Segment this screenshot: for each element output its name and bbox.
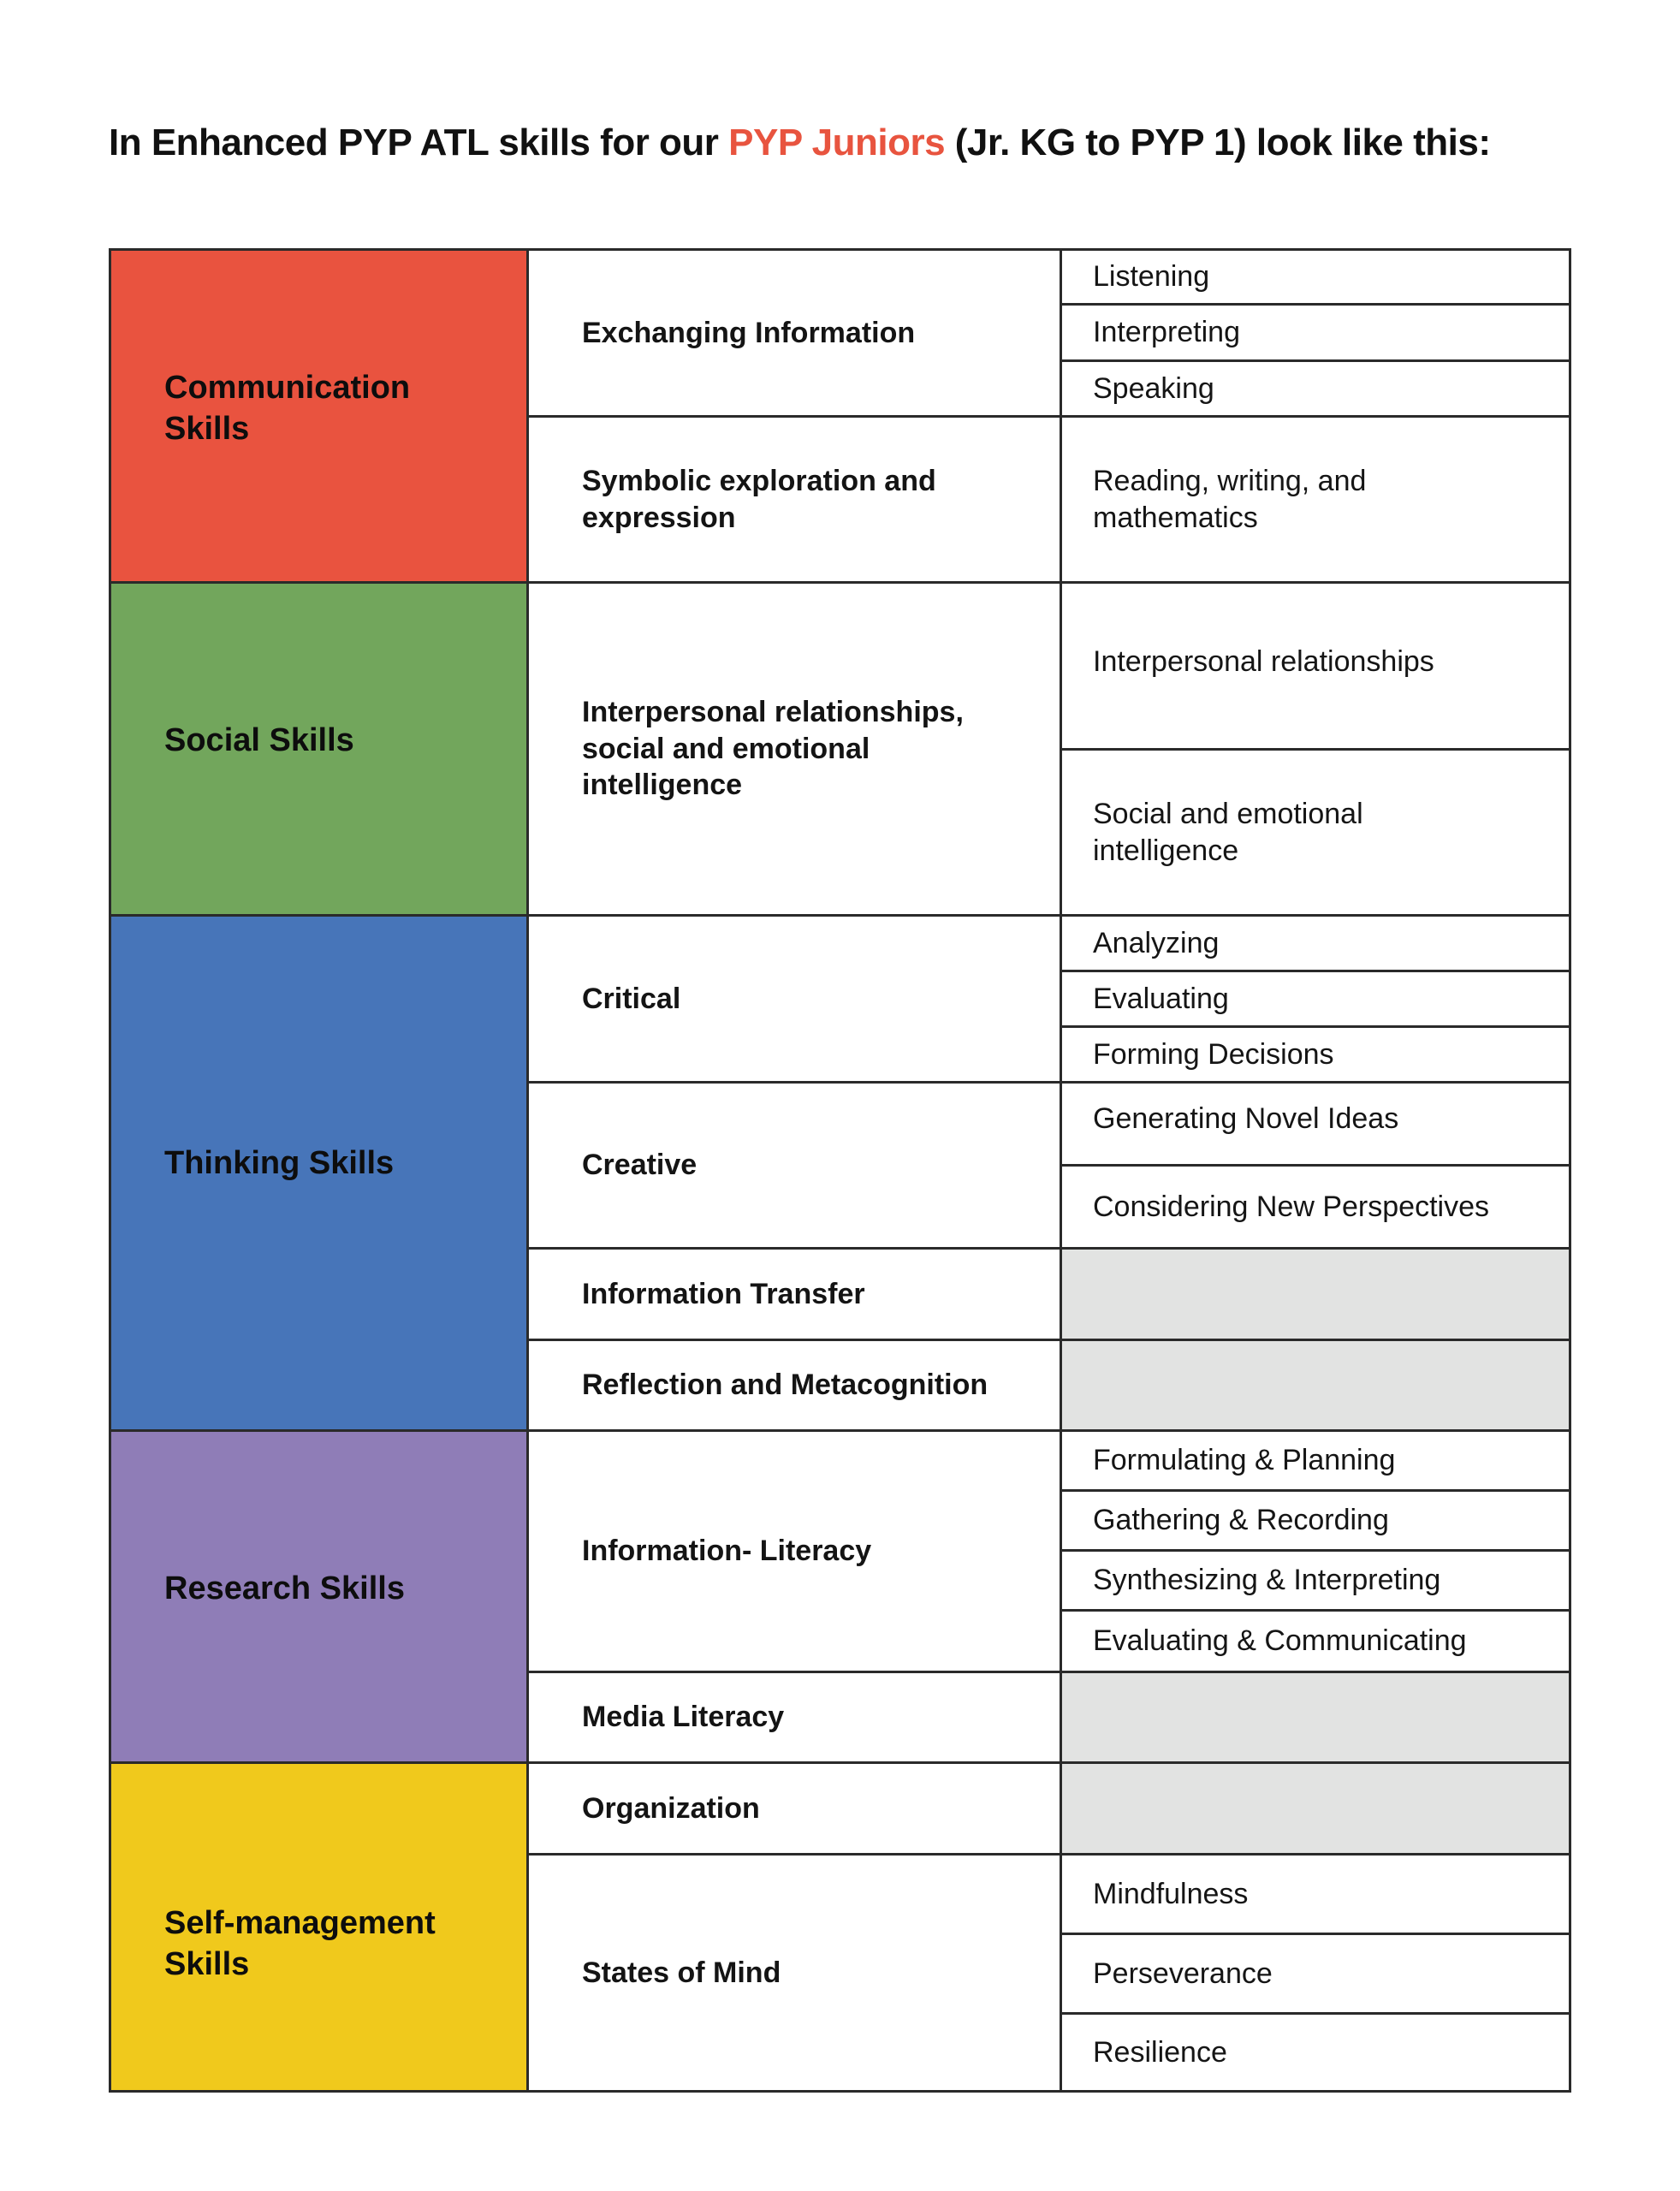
subskill-label: Interpersonal relationships, social and emotional intelligence	[582, 696, 964, 802]
detail-empty-organization	[1062, 1764, 1569, 1856]
category-label: Communication Skills	[164, 370, 411, 447]
detail-perseverance	[1062, 1935, 1569, 2015]
detail-generating-novel-ideas	[1062, 1084, 1569, 1167]
detail-label: Generating Novel Ideas	[1093, 1102, 1399, 1135]
detail-label: Perseverance	[1093, 1956, 1273, 1990]
category-research	[111, 1432, 529, 1764]
subskill-states-of-mind	[529, 1856, 1062, 2090]
detail-empty-media-literacy	[1062, 1673, 1569, 1764]
detail-interpreting	[1062, 306, 1569, 362]
page-title	[109, 122, 1491, 164]
detail-label: Forming Decisions	[1093, 1037, 1334, 1071]
category-communication	[111, 251, 529, 584]
detail-label: Interpreting	[1093, 316, 1240, 349]
detail-label: Formulating & Planning	[1093, 1444, 1396, 1477]
detail-synthesizing-interpreting	[1062, 1552, 1569, 1612]
detail-forming-decisions	[1062, 1028, 1569, 1084]
detail-label: Speaking	[1093, 371, 1214, 405]
category-label: Thinking Skills	[164, 1145, 395, 1181]
subskill-label: Information Transfer	[582, 1277, 865, 1310]
subskill-organization	[529, 1764, 1062, 1856]
detail-formulating-planning	[1062, 1432, 1569, 1492]
title-highlight: PYP Juniors	[728, 122, 946, 163]
detail-label: Gathering & Recording	[1093, 1504, 1389, 1537]
detail-resilience	[1062, 2015, 1569, 2090]
category-label: Research Skills	[164, 1571, 405, 1606]
detail-evaluating-communicating	[1062, 1612, 1569, 1673]
subskill-label: Organization	[582, 1791, 760, 1825]
category-label: Social Skills	[164, 722, 354, 758]
detail-label: Mindfulness	[1093, 1877, 1249, 1910]
detail-interpersonal-relationships	[1062, 584, 1569, 751]
category-social	[111, 584, 529, 917]
subskill-exchanging-information	[529, 251, 1062, 418]
subskill-media-literacy	[529, 1673, 1062, 1764]
category-label: Self-management Skills	[164, 1905, 436, 1982]
subskill-label: Exchanging Information	[582, 316, 916, 349]
category-self-management	[111, 1764, 529, 2090]
detail-label: Reading, writing, and mathematics	[1093, 465, 1367, 534]
subskill-label: Media Literacy	[582, 1701, 785, 1734]
detail-label: Evaluating & Communicating	[1093, 1624, 1467, 1658]
detail-label: Synthesizing & Interpreting	[1093, 1564, 1441, 1597]
subskill-critical	[529, 917, 1062, 1084]
subskill-label: Reflection and Metacognition	[582, 1369, 988, 1402]
detail-label: Social and emotional intelligence	[1093, 798, 1363, 867]
subskill-label: States of Mind	[582, 1956, 781, 1989]
detail-label: Analyzing	[1093, 926, 1220, 959]
detail-label: Resilience	[1093, 2035, 1227, 2069]
detail-evaluating	[1062, 972, 1569, 1028]
detail-speaking	[1062, 362, 1569, 418]
detail-empty-reflection	[1062, 1341, 1569, 1432]
detail-considering-new-perspectives	[1062, 1167, 1569, 1250]
detail-social-emotional-intelligence	[1062, 751, 1569, 917]
atl-skills-table	[109, 248, 1571, 2093]
detail-empty-information-transfer	[1062, 1250, 1569, 1341]
subskill-symbolic-exploration	[529, 418, 1062, 584]
subskill-label: Symbolic exploration and expression	[582, 465, 936, 534]
detail-label: Interpersonal relationships	[1093, 645, 1434, 678]
detail-gathering-recording	[1062, 1492, 1569, 1552]
title-suffix: (Jr. KG to PYP 1) look like this:	[945, 122, 1491, 163]
detail-label: Considering New Perspectives	[1093, 1190, 1489, 1223]
subskill-interpersonal	[529, 584, 1062, 917]
detail-listening	[1062, 251, 1569, 306]
subskill-reflection-metacognition	[529, 1341, 1062, 1432]
subskill-information-literacy	[529, 1432, 1062, 1673]
category-thinking	[111, 917, 529, 1432]
subskill-information-transfer	[529, 1250, 1062, 1341]
subskill-label: Information- Literacy	[582, 1535, 872, 1568]
subskill-creative	[529, 1084, 1062, 1250]
subskill-label: Creative	[582, 1149, 698, 1182]
title-prefix: In Enhanced PYP ATL skills for our	[109, 122, 729, 163]
detail-label: Evaluating	[1093, 982, 1229, 1015]
detail-analyzing	[1062, 917, 1569, 972]
detail-mindfulness	[1062, 1856, 1569, 1935]
subskill-label: Critical	[582, 982, 681, 1015]
detail-label: Listening	[1093, 260, 1210, 294]
detail-reading-writing-math	[1062, 418, 1569, 584]
